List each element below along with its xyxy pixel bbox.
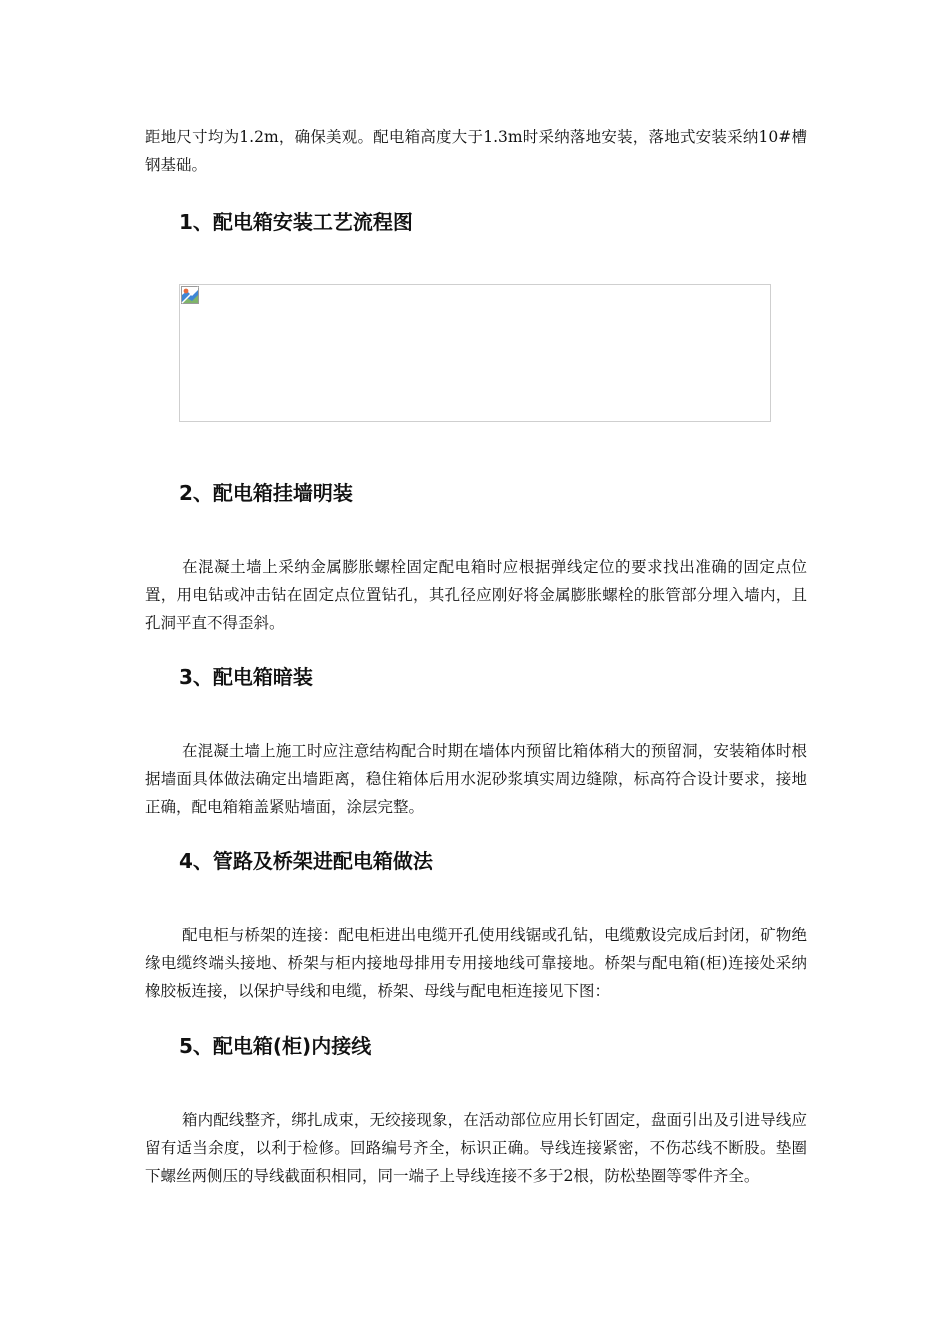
- broken-image-icon: [181, 286, 199, 304]
- section-5-paragraph: 箱内配线整齐，绑扎成束，无绞接现象，在活动部位应用长钉固定，盘面引出及引进导线应留有适当余度，以利于检修。回路编号齐全，标识正确。导线连接紧密，不伤芯线不断股。垫圈下螺丝两侧压的导线截面积相同，同一端子上导线连接不多于2根，防松垫圈等零件齐全。: [145, 1111, 807, 1185]
- section-3-heading: 3、配电箱暗装: [179, 665, 313, 689]
- section-2-paragraph: 在混凝土墙上采纳金属膨胀螺栓固定配电箱时应根据弹线定位的要求找出准确的固定点位置，用电钻或冲击钻在固定点位置钻孔，其孔径应刚好将金属膨胀螺栓的胀管部分埋入墙内，且孔洞平直不得歪斜。: [145, 558, 807, 632]
- flowchart-image: [179, 284, 771, 422]
- intro-paragraph: 距地尺寸均为1.2m，确保美观。配电箱高度大于1.3m时采纳落地安装，落地式安装采纳10#槽钢基础。: [145, 128, 807, 174]
- section-4-heading: 4、管路及桥架进配电箱做法: [179, 849, 433, 873]
- section-1-heading: 1、配电箱安装工艺流程图: [179, 210, 413, 234]
- section-5-heading: 5、配电箱(柜)内接线: [179, 1034, 372, 1058]
- section-4-paragraph: 配电柜与桥架的连接：配电柜进出电缆开孔使用线锯或孔钻，电缆敷设完成后封闭，矿物绝缘电缆终端头接地、桥架与柜内接地母排用专用接地线可靠接地。桥架与配电箱(柜)连接处采纳橡胶板连接，以保护导线和电缆，桥架、母线与配电柜连接见下图：: [145, 926, 807, 1000]
- section-3-paragraph: 在混凝土墙上施工时应注意结构配合时期在墙体内预留比箱体稍大的预留洞，安装箱体时根据墙面具体做法确定出墙距离，稳住箱体后用水泥砂浆填实周边缝隙，标高符合设计要求，接地正确，配电箱箱盖紧贴墙面，涂层完整。: [145, 742, 807, 816]
- section-2-heading: 2、配电箱挂墙明装: [179, 481, 353, 505]
